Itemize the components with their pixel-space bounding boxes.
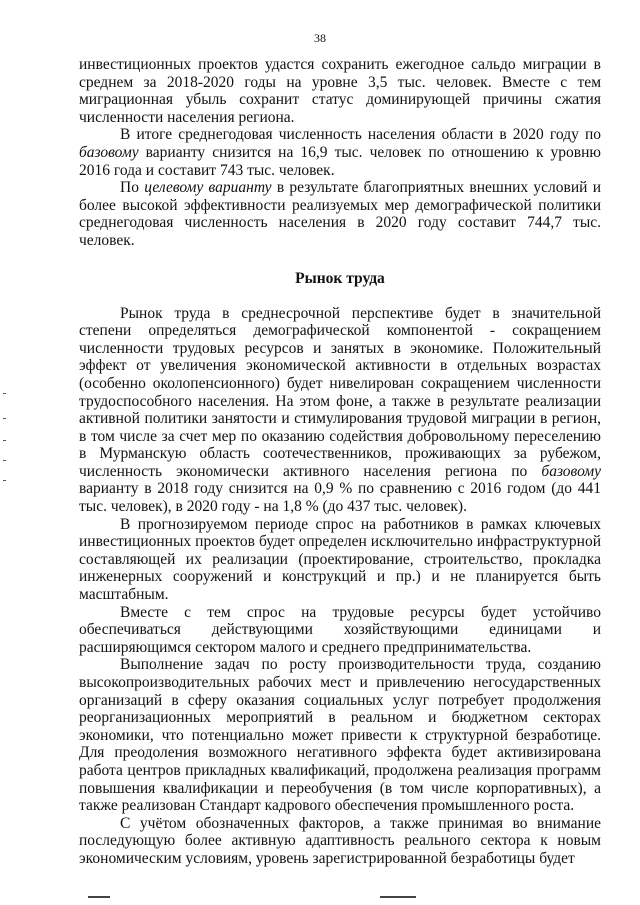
scan-mark [3,460,6,461]
paragraph-text: инвестиционных проектов удастся сохранить ежегодное сальдо миграции в среднем за 2018-2020 годы на уровне 3,5 тыс. человек. Вместе с тем миграционная убыль сохранит статус доминирующей причины сжатия численности населения региона. [79,56,601,126]
emphasis-text: базовому [79,143,139,161]
paragraph-text: С учётом обозначенных факторов, а также принимая во внимание последующую более активную адаптивность реального сектора к новым экономическим условиям, уровень зарегистрированной безработицы будет [79,814,601,867]
paragraph [79,179,601,249]
paragraph-text: По [120,179,145,197]
paragraph-text: варианту снизится на 16,9 тыс. человек по отношению к уровню 2016 года и составит 743 тыс. человек. [79,143,601,179]
paragraph-text: Вместе с тем спрос на трудовые ресурсы будет устойчиво обеспечиваться действующими хозяйствующими единицами и расширяющимся сектором малого и среднего предпринимательства. [79,603,601,656]
paragraph-text: В прогнозируемом периоде спрос на работников в рамках ключевых инвестиционных проектов будет определен исключительно инфраструктурной составляющей их реализации (проектирование, строительство, прокладка инженерных сооружений и конструкций и пр.) и не планируется быть масштабным. [79,515,601,604]
scan-artifact [380,896,416,898]
emphasis-text: базовому [541,462,601,480]
paragraph [79,516,601,604]
paragraph-text: варианту в 2018 году снизится на 0,9 % по сравнению с 2016 годом (до 441 тыс. человек), в 2020 году - на 1,8 % (до 437 тыс. человек). [79,480,601,516]
paragraph-text: в результате благоприятных внешних условий и более высокой эффективности реализуемых мер демографической политики среднегодовая численность населения в 2020 году составит 744,7 тыс. человек. [79,179,601,249]
paragraph [79,305,601,516]
paragraph [79,656,601,814]
scan-mark [3,440,6,441]
paragraph [79,126,601,179]
page-number: 38 [314,31,326,45]
section-heading: Рынок труда [295,269,385,287]
scan-mark [3,393,6,394]
emphasis-text: целевому варианту [144,179,272,197]
scan-artifact [88,896,110,898]
paragraph [79,56,601,126]
scan-mark [3,480,6,481]
document-body [79,56,601,868]
paragraph-text: Выполнение задач по росту производительности труда, созданию высокопроизводительных рабочих мест и привлечению негосударственных организаций в сферу оказания социальных услуг потребует продолжения реорганизационных мероприятий в реальном и бюджетном секторах экономики, что потенциально может привести к структурной безработице. Для преодоления возможного негативного эффекта будет активизирована работа центров прикладных квалификаций, продолжена реализация программ повышения квалификации и переобучения (в том числе корпоративных), а также реализован Стандарт кадрового обеспечения промышленного роста. [79,656,601,815]
paragraph-text: В итоге среднегодовая численность населения области в 2020 году по [120,126,601,144]
scan-mark [3,418,6,419]
paragraph-text: Рынок труда в среднесрочной перспективе будет в значительной степени определяться демографической компонентой - сокращением численности трудовых ресурсов и занятых в экономике. Положительный эффект от увеличения экономической активности в отдельных возрастах (особенно околопенсионного) будет нивелирован сокращением численности трудоспособного населения. На этом фоне, а также в результате реализации активной политики занятости и стимулирования трудовой миграции в регион, в том числе за счет мер по оказанию содействия добровольному переселению в Мурманскую область соотечественников, проживающих за рубежом, численность экономически активного населения региона по [79,304,601,480]
paragraph [79,815,601,868]
paragraph [79,604,601,657]
